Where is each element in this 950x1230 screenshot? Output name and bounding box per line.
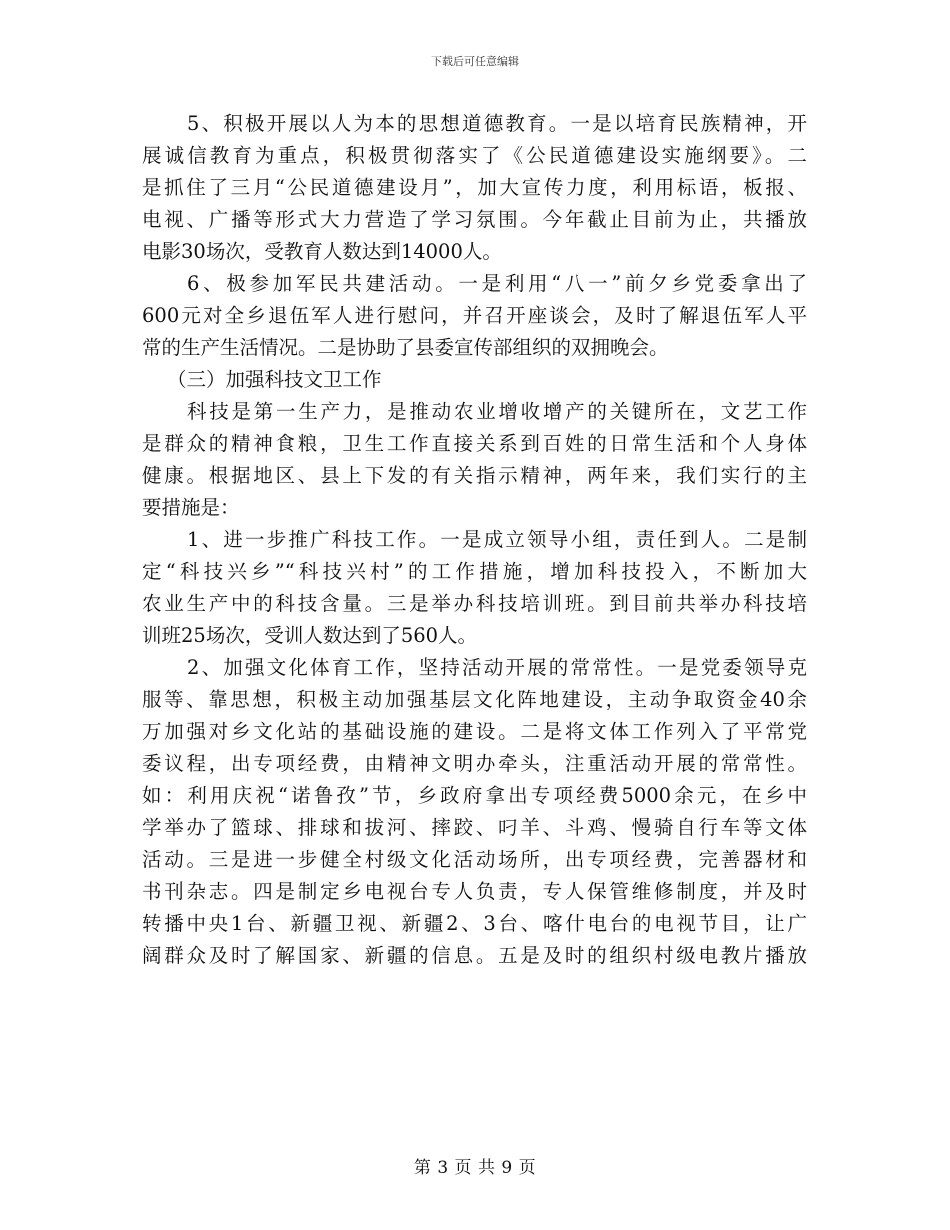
paragraph-line: 电影30场次，受教育人数达到14000人。 (142, 240, 502, 263)
paragraph-line: 服等、靠思想，积极主动加强基层文化阵地建设，主动争取资金40余 (142, 688, 807, 711)
paragraph-line: 要措施是： (142, 496, 240, 519)
paragraph-line: 阔群众及时了解国家、新疆的信息。五是及时的组织村级电教片播放 (142, 944, 807, 967)
paragraph-line: 书刊杂志。四是制定乡电视台专人负责，专人保管维修制度，并及时 (142, 880, 807, 903)
paragraph-line: 2、加强文化体育工作，坚持活动开展的常常性。一是党委领导克 (187, 656, 807, 679)
paragraph-line: 是群众的精神食粮，卫生工作直接关系到百姓的日常生活和个人身体 (142, 432, 807, 455)
section-heading: （三）加强科技文卫工作 (167, 368, 382, 391)
paragraph-line: 是抓住了三月“公民道德建设月”，加大宣传力度，利用标语，板报、 (142, 176, 807, 199)
paragraph-line: 1、进一步推广科技工作。一是成立领导小组，责任到人。二是制 (187, 528, 807, 551)
page-header: 下载后可任意编辑 (431, 55, 519, 68)
paragraph-line: 转播中央1台、新疆卫视、新疆2、3台、喀什电台的电视节目，让广 (142, 912, 807, 935)
paragraph-line: 科技是第一生产力，是推动农业增收增产的关键所在，文艺工作 (187, 400, 807, 423)
paragraph-line: 委议程，出专项经费，由精神文明办牵头，注重活动开展的常常性。 (142, 752, 807, 775)
paragraph-line: 6、极参加军民共建活动。一是利用“八一”前夕乡党委拿出了 (187, 272, 807, 295)
paragraph-line: 万加强对乡文化站的基础设施的建设。二是将文体工作列入了平常党 (142, 720, 807, 743)
page-footer: 第 3 页 共 9 页 (413, 1158, 537, 1178)
paragraph-line: 定“科技兴乡”“科技兴村”的工作措施，增加科技投入，不断加大 (142, 560, 807, 583)
paragraph-line: 常的生产生活情况。二是协助了县委宣传部组织的双拥晚会。 (142, 336, 669, 359)
document-body (142, 108, 807, 972)
paragraph-line: 如：利用庆祝“诺鲁孜”节，乡政府拿出专项经费5000余元，在乡中 (142, 784, 807, 807)
paragraph-line: 电视、广播等形式大力营造了学习氛围。今年截止目前为止，共播放 (142, 208, 807, 231)
paragraph-line: 活动。三是进一步健全村级文化活动场所，出专项经费，完善器材和 (142, 848, 807, 871)
paragraph-line: 5、积极开展以人为本的思想道德教育。一是以培育民族精神，开 (187, 112, 807, 135)
paragraph-line: 农业生产中的科技含量。三是举办科技培训班。到目前共举办科技培 (142, 592, 807, 615)
paragraph-line: 学举办了篮球、排球和拔河、摔跤、叼羊、斗鸡、慢骑自行车等文体 (142, 816, 807, 839)
paragraph-line: 展诚信教育为重点，积极贯彻落实了《公民道德建设实施纲要》。二 (142, 144, 807, 167)
paragraph-line: 训班25场次，受训人数达到了560人。 (142, 624, 478, 647)
paragraph-line: 健康。根据地区、县上下发的有关指示精神，两年来，我们实行的主 (142, 464, 807, 487)
paragraph-line: 600元对全乡退伍军人进行慰问，并召开座谈会，及时了解退伍军人平 (142, 304, 807, 327)
